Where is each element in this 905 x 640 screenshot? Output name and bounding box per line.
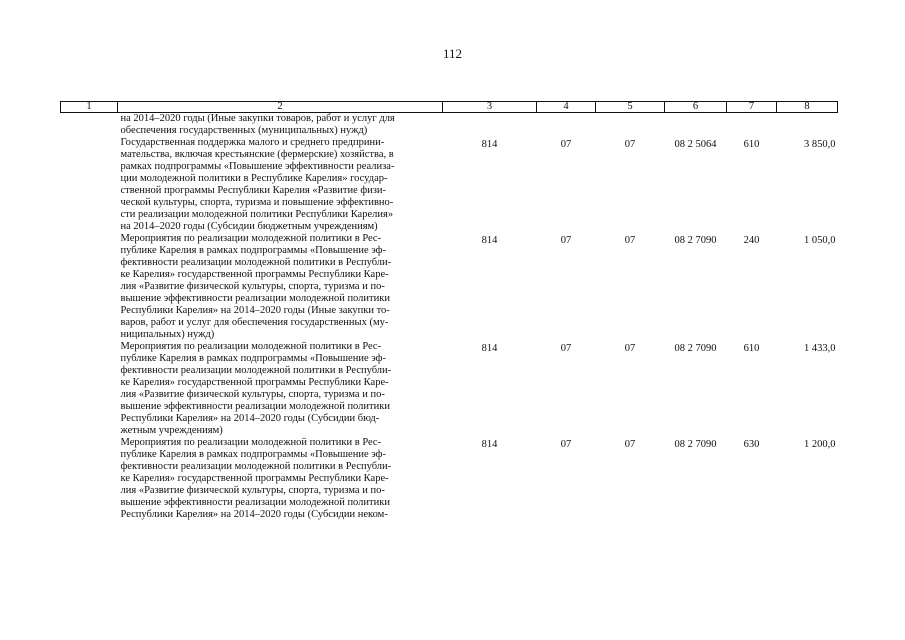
row-code-expense-type: 610 xyxy=(743,139,760,150)
description-line: вышение эффективности реализации молодежной политики xyxy=(120,401,390,412)
description-line: на 2014–2020 годы (Иные закупки товаров, работ и услуг для xyxy=(120,113,395,124)
description-line: сти реализации молодежной политики Республики Карелия» xyxy=(120,209,394,220)
header-col-4: 4 xyxy=(537,102,596,113)
row-code-section xyxy=(537,113,596,138)
row-code-expense-type: 630 xyxy=(743,439,760,450)
row-code-admin xyxy=(443,113,537,138)
description-line: обеспечения государственных (муниципальных) нужд) xyxy=(120,125,368,136)
row-col-1 xyxy=(61,233,118,341)
row-code-target: 08 2 7090 xyxy=(674,235,717,246)
description-line: варов, работ и услуг для обеспечения государственных (му- xyxy=(120,317,389,328)
row-code-target xyxy=(665,113,727,138)
description-line: Мероприятия по реализации молодежной политики в Рес- xyxy=(120,437,382,448)
table-body xyxy=(61,113,838,522)
row-code-section: 07 xyxy=(560,439,572,450)
row-amount xyxy=(777,113,838,138)
description-line: Республики Карелия» на 2014–2020 годы (Субсидии неком- xyxy=(120,509,388,520)
description-line: Республики Карелия» на 2014–2020 годы (Иные закупки то- xyxy=(120,305,390,316)
row-description xyxy=(118,113,443,138)
row-amount: 1 050,0 xyxy=(804,235,836,246)
row-code-subsection: 07 xyxy=(624,439,636,450)
description-line: рамках подпрограммы «Повышение эффективности реализа- xyxy=(120,161,395,172)
description-line: Республики Карелия» на 2014–2020 годы (Субсидии бюд- xyxy=(120,413,380,424)
row-description xyxy=(118,233,443,341)
description-line: Государственная поддержка малого и среднего предприни- xyxy=(120,137,385,148)
row-amount: 1 433,0 xyxy=(804,343,836,354)
header-row xyxy=(61,102,838,113)
description-line: ке Карелия» государственной программы Республики Каре- xyxy=(120,377,389,388)
description-line: фективности реализации молодежной политики в Республи- xyxy=(120,365,392,376)
row-col-1 xyxy=(61,137,118,233)
description-line: Мероприятия по реализации молодежной политики в Рес- xyxy=(120,341,382,352)
header-col-8: 8 xyxy=(777,102,838,113)
row-code-admin: 814 xyxy=(481,343,498,354)
row-code-subsection: 07 xyxy=(624,343,636,354)
description-line: лия «Развитие физической культуры, спорта, туризма и по- xyxy=(120,485,385,496)
description-line: ке Карелия» государственной программы Республики Каре- xyxy=(120,269,389,280)
row-amount: 3 850,0 xyxy=(804,139,836,150)
description-line: ческой культуры, спорта, туризма и повышение эффективно- xyxy=(120,197,394,208)
row-col-1 xyxy=(61,113,118,138)
row-code-admin: 814 xyxy=(481,439,498,450)
row-code-target: 08 2 7090 xyxy=(674,439,717,450)
description-line: публике Карелия в рамках подпрограммы «Повышение эф- xyxy=(120,353,386,364)
row-code-expense-type xyxy=(727,113,777,138)
header-col-2: 2 xyxy=(118,102,443,113)
header-col-3: 3 xyxy=(443,102,537,113)
description-line: ции молодежной политики в Республике Карелия» государ- xyxy=(120,173,388,184)
page-number: 112 xyxy=(442,46,463,61)
budget-table xyxy=(60,101,838,521)
description-line: фективности реализации молодежной политики в Республи- xyxy=(120,461,392,472)
row-code-section: 07 xyxy=(560,343,572,354)
table-row xyxy=(61,137,838,233)
description-line: ниципальных) нужд) xyxy=(120,329,215,340)
table-row xyxy=(61,437,838,521)
row-code-subsection xyxy=(596,113,665,138)
table-row xyxy=(61,233,838,341)
row-code-expense-type: 240 xyxy=(743,235,760,246)
table-row xyxy=(61,341,838,437)
description-line: ке Карелия» государственной программы Республики Каре- xyxy=(120,473,389,484)
header-col-5: 5 xyxy=(596,102,665,113)
description-line: фективности реализации молодежной политики в Республи- xyxy=(120,257,392,268)
row-description xyxy=(118,137,443,233)
header-col-7: 7 xyxy=(727,102,777,113)
row-code-admin: 814 xyxy=(481,139,498,150)
description-line: лия «Развитие физической культуры, спорта, туризма и по- xyxy=(120,281,385,292)
row-code-admin: 814 xyxy=(481,235,498,246)
description-line: публике Карелия в рамках подпрограммы «Повышение эф- xyxy=(120,449,386,460)
row-description xyxy=(118,437,443,521)
description-line: вышение эффективности реализации молодежной политики xyxy=(120,497,390,508)
row-code-section: 07 xyxy=(560,235,572,246)
row-amount: 1 200,0 xyxy=(804,439,836,450)
row-code-target: 08 2 5064 xyxy=(674,139,717,150)
row-code-expense-type: 610 xyxy=(743,343,760,354)
row-code-subsection: 07 xyxy=(624,139,636,150)
description-line: лия «Развитие физической культуры, спорта, туризма и по- xyxy=(120,389,385,400)
description-line: мательства, включая крестьянские (фермерские) хозяйства, в xyxy=(120,149,394,160)
row-description xyxy=(118,341,443,437)
description-line: на 2014–2020 годы (Субсидии бюджетным учреждениям) xyxy=(120,221,378,232)
description-line: публике Карелия в рамках подпрограммы «Повышение эф- xyxy=(120,245,386,256)
row-code-section: 07 xyxy=(560,139,572,150)
description-line: Мероприятия по реализации молодежной политики в Рес- xyxy=(120,233,382,244)
row-code-target: 08 2 7090 xyxy=(674,343,717,354)
description-line: жетным учреждениям) xyxy=(120,425,223,436)
row-col-1 xyxy=(61,437,118,521)
table-row xyxy=(61,113,838,138)
description-line: вышение эффективности реализации молодежной политики xyxy=(120,293,390,304)
row-code-subsection: 07 xyxy=(624,235,636,246)
description-line: ственной программы Республики Карелия «Развитие физи- xyxy=(120,185,387,196)
header-col-6: 6 xyxy=(665,102,727,113)
row-col-1 xyxy=(61,341,118,437)
header-col-1: 1 xyxy=(61,102,118,113)
